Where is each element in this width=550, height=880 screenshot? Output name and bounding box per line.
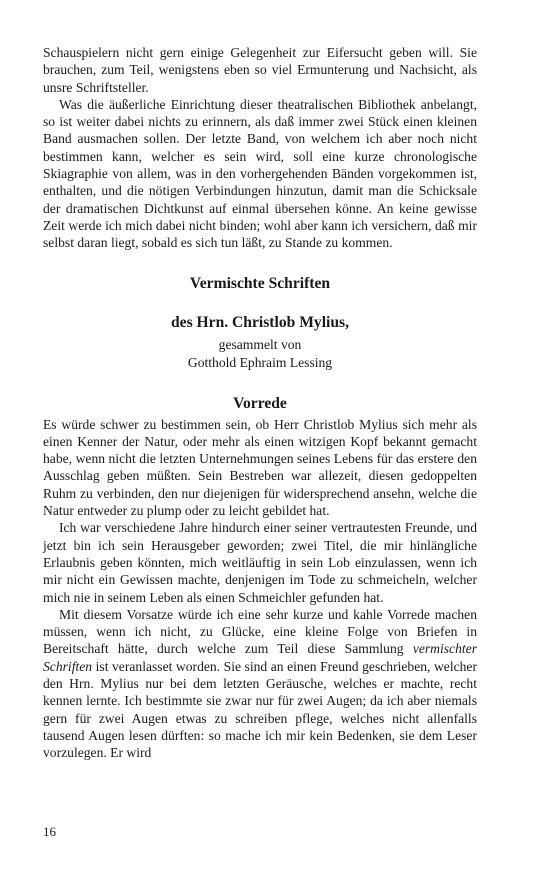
vorrede-paragraph-3-part-1: Mit diesem Vorsatze würde ich eine sehr kurze und kahle Vorrede machen müssen, wenn ich nicht, zu Glücke, eine kleine Folge von Briefen in Bereitschaft hätte, durch welche zum Teil diese Sammlung xyxy=(43,606,477,657)
page-body xyxy=(43,44,477,762)
section-subtitle: des Hrn. Christlob Mylius, xyxy=(170,313,350,331)
section-title: Vermischte Schriften xyxy=(189,274,331,292)
page-number: 16 xyxy=(43,824,56,839)
vorrede-paragraph-2: Ich war verschiedene Jahre hindurch einer seiner vertrautesten Freunde, und jetzt bin ich sein Herausgeber geworden; zwei Titel, die mir hinlängliche Erlaubnis geben könnten, mich weitläuftig in sein Lob einzulassen, wenn ich mir nicht ein Gewissen machte, denjenigen im Tode zu schmeicheln, welcher mich nie in seinem Leben als einen Schmeichler gefunden hat. xyxy=(43,520,477,605)
byline-line-1: gesammelt von xyxy=(218,336,302,352)
continuation-paragraph-2: Was die äußerliche Einrichtung dieser theatralischen Bibliothek anbelangt, so ist weiter dabei nichts zu erinnern, als daß immer zwei Stück einen kleinen Band ausmachen sollen. Der letzte Band, von welchem ich aber noch nicht bestimmen kann, welcher es sein wird, soll eine kurze chronologische Skiagraphie von allem, was in den vorhergehenden Bänden vorgekommen ist, enthalten, und die nötigen Verbindungen hinzutun, damit man die Schicksale der dramatischen Dichtkunst auf einmal übersehen könne. An keine gewisse Zeit werde ich mich dabei nicht binden; wohl aber kann ich versichern, daß mir selbst daran liegt, sobald es sich tun läßt, zu Stande zu kommen. xyxy=(43,96,477,251)
byline xyxy=(43,336,477,372)
continuation-paragraph-1: Schauspielern nicht gern einige Gelegenheit zur Eifersucht geben will. Sie brauchen, zum Teil, wenigstens eben so viel Ermunterung und Nachsicht, als unsre Schriftsteller. xyxy=(43,45,477,95)
work-title-italic: vermischter Schriften xyxy=(43,641,477,674)
vorrede-paragraph-3 xyxy=(43,606,477,762)
vorrede-paragraph-1: Es würde schwer zu bestimmen sein, ob Herr Christlob Mylius sich mehr als einen Kenner der Natur, oder mehr als einen witzigen Kopf bekannt gemacht habe, wenn nicht die letzten Unternehmungen seines Lebens für das erstere den Ausschlag geben müßten. Sein Bestreben war allezeit, diesen gedoppelten Ruhm zu verbinden, den nur diejenigen für widersprechend ansehn, welche die Natur entweder zu plump oder zu leicht gebildet hat. xyxy=(43,416,477,519)
vorrede-paragraph-3-part-2: ist veranlasset worden. Sie sind an einen Freund geschrieben, welcher den Hrn. Mylius nur bei dem letzten Geräusche, welches er machte, recht kennen lernte. Ich bestimmte sie zwar nur für zwei Augen; da ich aber niemals gern für zwei Augen etwas zu schreiben pflege, welches nicht allenfalls tausend Augen lesen dürften: so mache ich mir kein Bedenken, sie dem Leser vorzulegen. Er wird xyxy=(43,658,477,761)
vorrede-heading: Vorrede xyxy=(233,394,287,412)
byline-line-2: Gotthold Ephraim Lessing xyxy=(187,354,333,370)
